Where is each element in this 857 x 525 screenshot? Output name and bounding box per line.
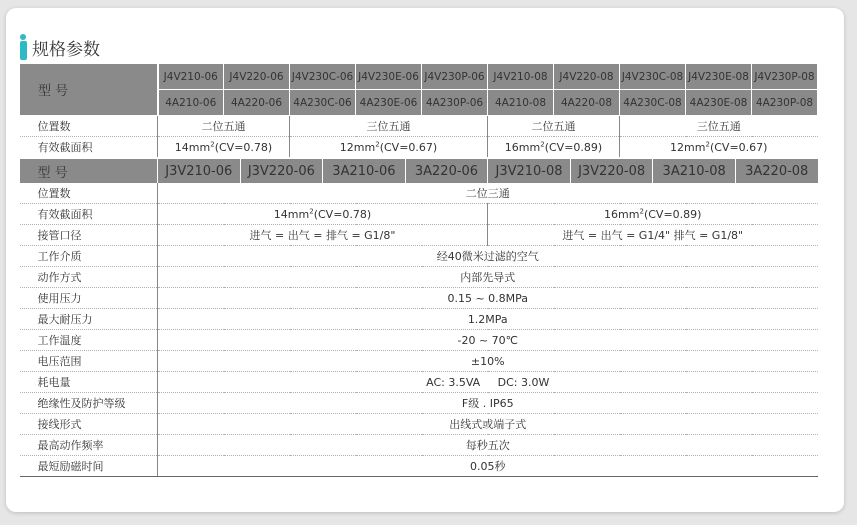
table-row xyxy=(20,204,818,225)
model-cell: J4V210-06 xyxy=(158,64,224,90)
model-cell: 4A230P-06 xyxy=(422,90,488,116)
cell-value: 0.05秒 xyxy=(158,456,818,477)
model-label: 型 号 xyxy=(20,158,158,183)
table-row xyxy=(20,225,818,246)
model-cell: J4V220-06 xyxy=(224,64,290,90)
cell-value: AC: 3.5VA DC: 3.0W xyxy=(158,372,818,393)
row-label: 有效截面积 xyxy=(20,204,158,225)
model-cell: J3V220-08 xyxy=(571,159,654,183)
cell-value: 内部先导式 xyxy=(158,267,818,288)
table-row xyxy=(20,351,818,372)
row-label: 使用压力 xyxy=(20,288,158,309)
cell-value: $16mm^2(CV=0.89)$ xyxy=(488,204,818,225)
model-header-row-3 xyxy=(20,158,818,183)
model-cell: J3V220-06 xyxy=(241,159,324,183)
row-label: 位置数 xyxy=(20,116,158,137)
table-row xyxy=(20,309,818,330)
cell-value: 三位五通 xyxy=(290,116,488,137)
row-label: 接管口径 xyxy=(20,225,158,246)
cell-value: 出线式或端子式 xyxy=(158,414,818,435)
table-row xyxy=(20,456,818,477)
cell-value: $12mm^2(CV=0.67)$ xyxy=(620,137,818,159)
cell-value: 1.2MPa xyxy=(158,309,818,330)
table-row xyxy=(20,414,818,435)
model-cell: 4A210-08 xyxy=(488,90,554,116)
cell-value: F级 . IP65 xyxy=(158,393,818,414)
model-cell: 3A210-06 xyxy=(323,159,406,183)
model-cell: J4V230E-06 xyxy=(356,64,422,90)
row-label: 动作方式 xyxy=(20,267,158,288)
model-cell: 4A230C-06 xyxy=(290,90,356,116)
row-label: 最大耐压力 xyxy=(20,309,158,330)
table-row xyxy=(20,183,818,204)
model-cell: J4V230C-08 xyxy=(620,64,686,90)
table-row xyxy=(20,435,818,456)
model-cell: J4V230C-06 xyxy=(290,64,356,90)
cell-value: 0.15 ~ 0.8MPa xyxy=(158,288,818,309)
model-cell: J4V230P-06 xyxy=(422,64,488,90)
row-label: 位置数 xyxy=(20,183,158,204)
cell-value: 二位五通 xyxy=(488,116,620,137)
row-label: 最高动作频率 xyxy=(20,435,158,456)
model-label: 型 号 xyxy=(20,64,158,116)
spec-table xyxy=(19,63,818,477)
model-cell: 4A210-06 xyxy=(158,90,224,116)
model-cell: 3A220-06 xyxy=(406,159,489,183)
cell-value: 二位三通 xyxy=(158,183,818,204)
cell-value: $14mm^2(CV=0.78)$ xyxy=(158,204,488,225)
table-row xyxy=(20,330,818,351)
model-cell: 4A230P-08 xyxy=(752,90,818,116)
cell-value: 进气 = 出气 = 排气 = G1/8" xyxy=(158,225,488,246)
model-cell: 4A230C-08 xyxy=(620,90,686,116)
table-row xyxy=(20,267,818,288)
row-label: 接线形式 xyxy=(20,414,158,435)
table-row xyxy=(20,393,818,414)
model-cell: J3V210-08 xyxy=(488,159,571,183)
info-icon xyxy=(20,34,29,60)
model-cell: 3A210-08 xyxy=(653,159,736,183)
cell-value: 进气 = 出气 = G1/4" 排气 = G1/8" xyxy=(488,225,818,246)
table-row xyxy=(20,137,818,159)
table-row xyxy=(20,288,818,309)
cell-value: -20 ~ 70℃ xyxy=(158,330,818,351)
model-cell: 4A230E-06 xyxy=(356,90,422,116)
cell-value: 经40微米过滤的空气 xyxy=(158,246,818,267)
row-label: 工作介质 xyxy=(20,246,158,267)
table-row xyxy=(20,246,818,267)
row-label: 耗电量 xyxy=(20,372,158,393)
row-label: 有效截面积 xyxy=(20,137,158,159)
cell-value: $12mm^2(CV=0.67)$ xyxy=(290,137,488,159)
cell-value: ±10% xyxy=(158,351,818,372)
model-cell: 4A220-06 xyxy=(224,90,290,116)
model-cell: J4V230P-08 xyxy=(752,64,818,90)
row-label: 电压范围 xyxy=(20,351,158,372)
model-cell: J4V230E-08 xyxy=(686,64,752,90)
cell-value: $16mm^2(CV=0.89)$ xyxy=(488,137,620,159)
row-label: 最短励磁时间 xyxy=(20,456,158,477)
model-cell: 3A220-08 xyxy=(745,163,809,179)
cell-value: 三位五通 xyxy=(620,116,818,137)
table-row xyxy=(20,116,818,137)
model-cell: 4A230E-08 xyxy=(686,90,752,116)
row-label: 绝缘性及防护等级 xyxy=(20,393,158,414)
model-cell: J4V210-08 xyxy=(488,64,554,90)
section-heading xyxy=(20,34,100,60)
model-group xyxy=(158,158,818,183)
cell-value: $14mm^2(CV=0.78)$ xyxy=(158,137,290,159)
table-row xyxy=(20,372,818,393)
cell-value: 二位五通 xyxy=(158,116,290,137)
model-cell: J3V210-06 xyxy=(158,159,241,183)
page-title: 规格参数 xyxy=(32,39,100,60)
row-label: 工作温度 xyxy=(20,330,158,351)
model-header-row-1 xyxy=(20,64,818,90)
model-cell: 4A220-08 xyxy=(554,90,620,116)
model-cell: J4V220-08 xyxy=(554,64,620,90)
cell-value: 每秒五次 xyxy=(158,435,818,456)
